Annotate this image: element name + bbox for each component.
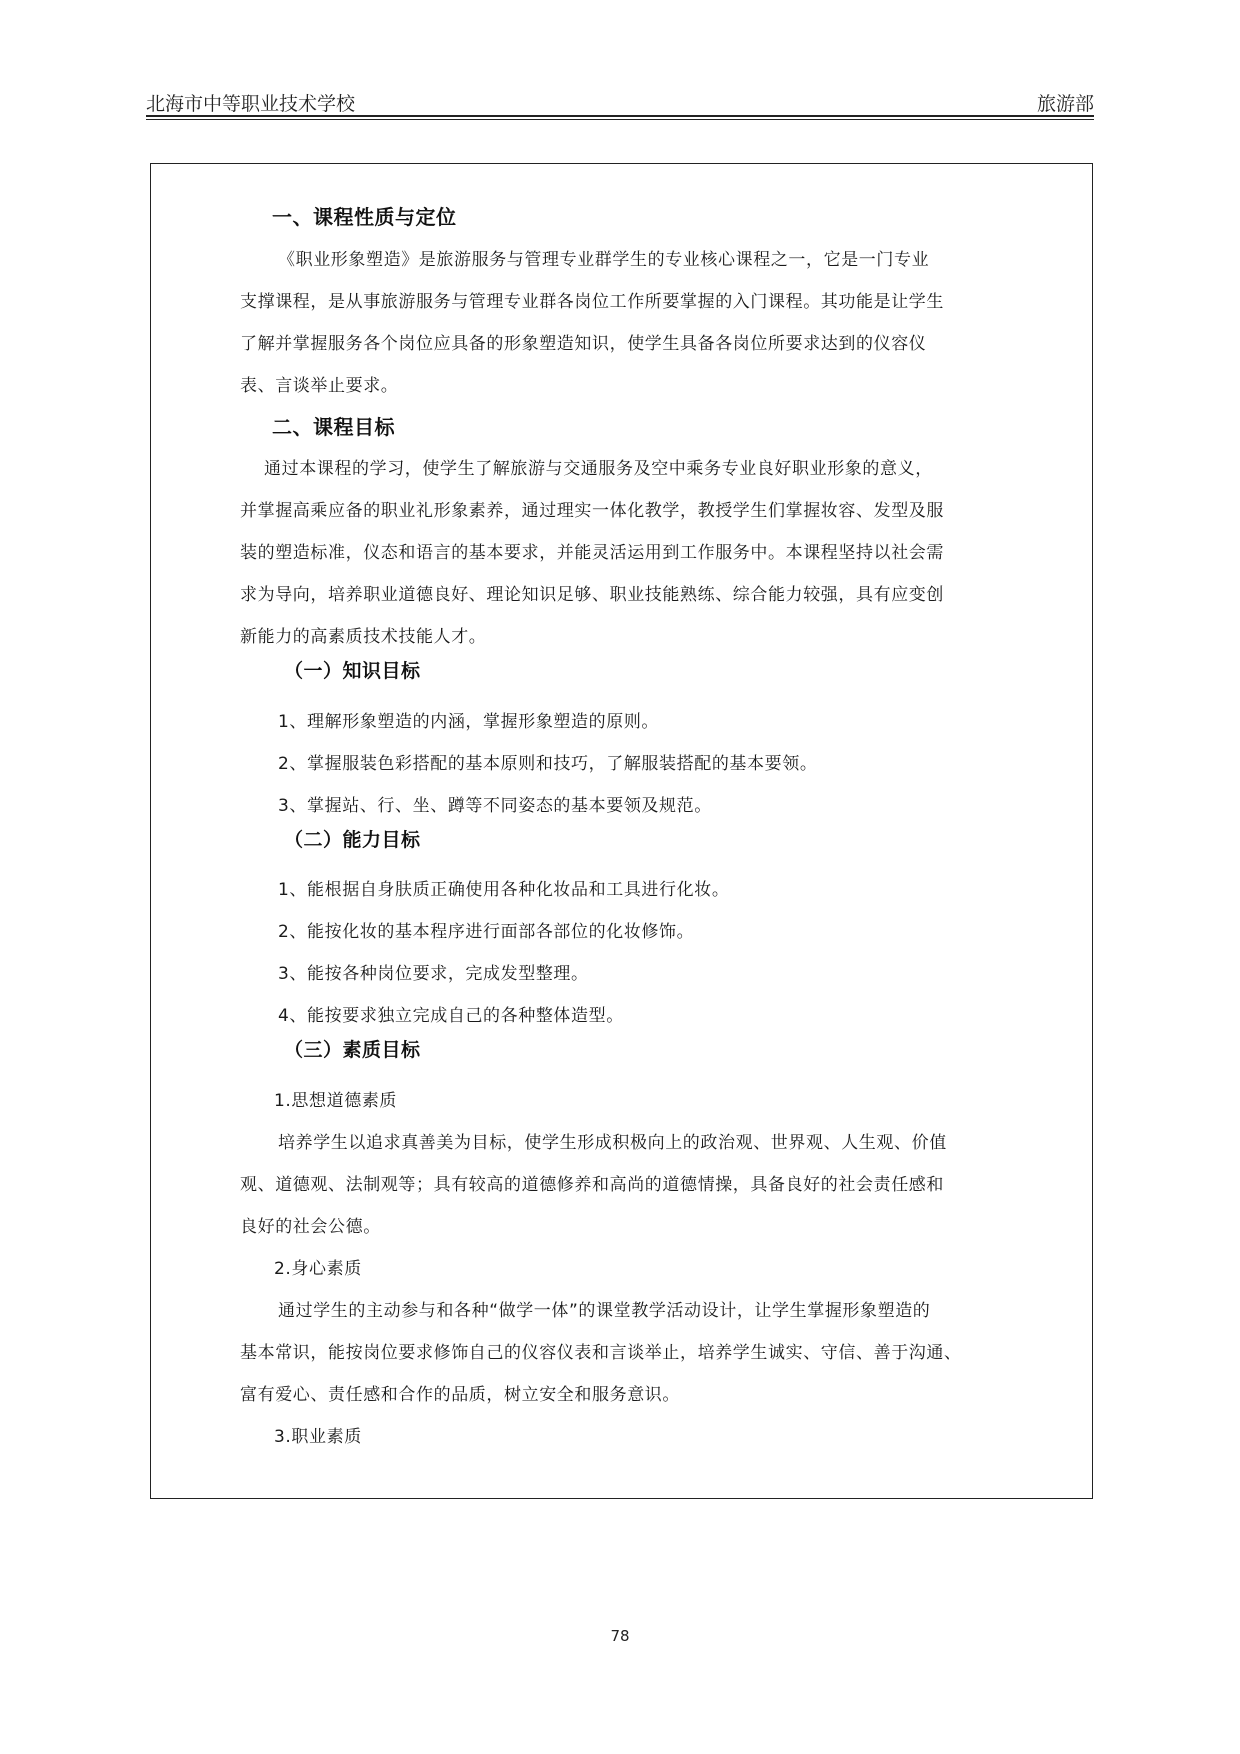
page-number: 78 bbox=[610, 1627, 630, 1645]
paragraph-line: 基本常识，能按岗位要求修饰自己的仪容仪表和言谈举止，培养学生诚实、守信、善于沟通、 bbox=[240, 1343, 962, 1363]
paragraph-line: 求为导向，培养职业道德良好、理论知识足够、职业技能熟练、综合能力较强，具有应变创 bbox=[240, 585, 944, 605]
list-item: 1、理解形象塑造的内涵，掌握形象塑造的原则。 bbox=[278, 712, 660, 732]
paragraph-line: 良好的社会公德。 bbox=[240, 1217, 381, 1237]
subsection-title-knowledge: （一）知识目标 bbox=[284, 660, 421, 682]
subsection-title-ability: （二）能力目标 bbox=[284, 829, 421, 851]
paragraph-line: 富有爱心、责任感和合作的品质，树立安全和服务意识。 bbox=[240, 1385, 680, 1405]
paragraph-line: 并掌握高乘应备的职业礼形象素养，通过理实一体化教学，教授学生们掌握妆容、发型及服 bbox=[240, 501, 944, 521]
paragraph-line: 新能力的高素质技术技能人才。 bbox=[240, 627, 487, 647]
paragraph-line: 了解并掌握服务各个岗位应具备的形象塑造知识，使学生具备各岗位所要求达到的仪容仪 bbox=[240, 334, 927, 354]
quality-sub-title: 3.职业素质 bbox=[274, 1427, 362, 1447]
subsection-title-quality: （三）素质目标 bbox=[284, 1039, 421, 1061]
paragraph-line: 通过本课程的学习，使学生了解旅游与交通服务及空中乘务专业良好职业形象的意义， bbox=[264, 459, 933, 479]
section-title-nature: 一、课程性质与定位 bbox=[272, 205, 457, 229]
list-item: 2、能按化妆的基本程序进行面部各部位的化妆修饰。 bbox=[278, 922, 695, 942]
list-item: 4、能按要求独立完成自己的各种整体造型。 bbox=[278, 1006, 624, 1026]
paragraph-line: 表、言谈举止要求。 bbox=[240, 376, 399, 396]
quality-sub-title: 1.思想道德素质 bbox=[274, 1091, 398, 1111]
paragraph-line: 通过学生的主动参与和各种“做学一体”的课堂教学活动设计，让学生掌握形象塑造的 bbox=[278, 1301, 931, 1321]
school-name: 北海市中等职业技术学校 bbox=[146, 93, 356, 115]
list-item: 3、能按各种岗位要求，完成发型整理。 bbox=[278, 964, 589, 984]
paragraph-line: 装的塑造标准，仪态和语言的基本要求，并能灵活运用到工作服务中。本课程坚持以社会需 bbox=[240, 543, 944, 563]
paragraph-line: 支撑课程，是从事旅游服务与管理专业群各岗位工作所要掌握的入门课程。其功能是让学生 bbox=[240, 292, 944, 312]
list-item: 3、掌握站、行、坐、蹲等不同姿态的基本要领及规范。 bbox=[278, 796, 712, 816]
paragraph-line: 《职业形象塑造》是旅游服务与管理专业群学生的专业核心课程之一，它是一门专业 bbox=[278, 250, 930, 270]
department-name: 旅游部 bbox=[1036, 93, 1094, 115]
paragraph-line: 观、道德观、法制观等；具有较高的道德修养和高尚的道德情操，具备良好的社会责任感和 bbox=[240, 1175, 944, 1195]
paragraph-line: 培养学生以追求真善美为目标，使学生形成积极向上的政治观、世界观、人生观、价值 bbox=[278, 1133, 947, 1153]
list-item: 1、能根据自身肤质正确使用各种化妆品和工具进行化妆。 bbox=[278, 880, 730, 900]
quality-sub-title: 2.身心素质 bbox=[274, 1259, 362, 1279]
list-item: 2、掌握服装色彩搭配的基本原则和技巧，了解服装搭配的基本要领。 bbox=[278, 754, 818, 774]
section-title-objectives: 二、课程目标 bbox=[272, 415, 395, 439]
